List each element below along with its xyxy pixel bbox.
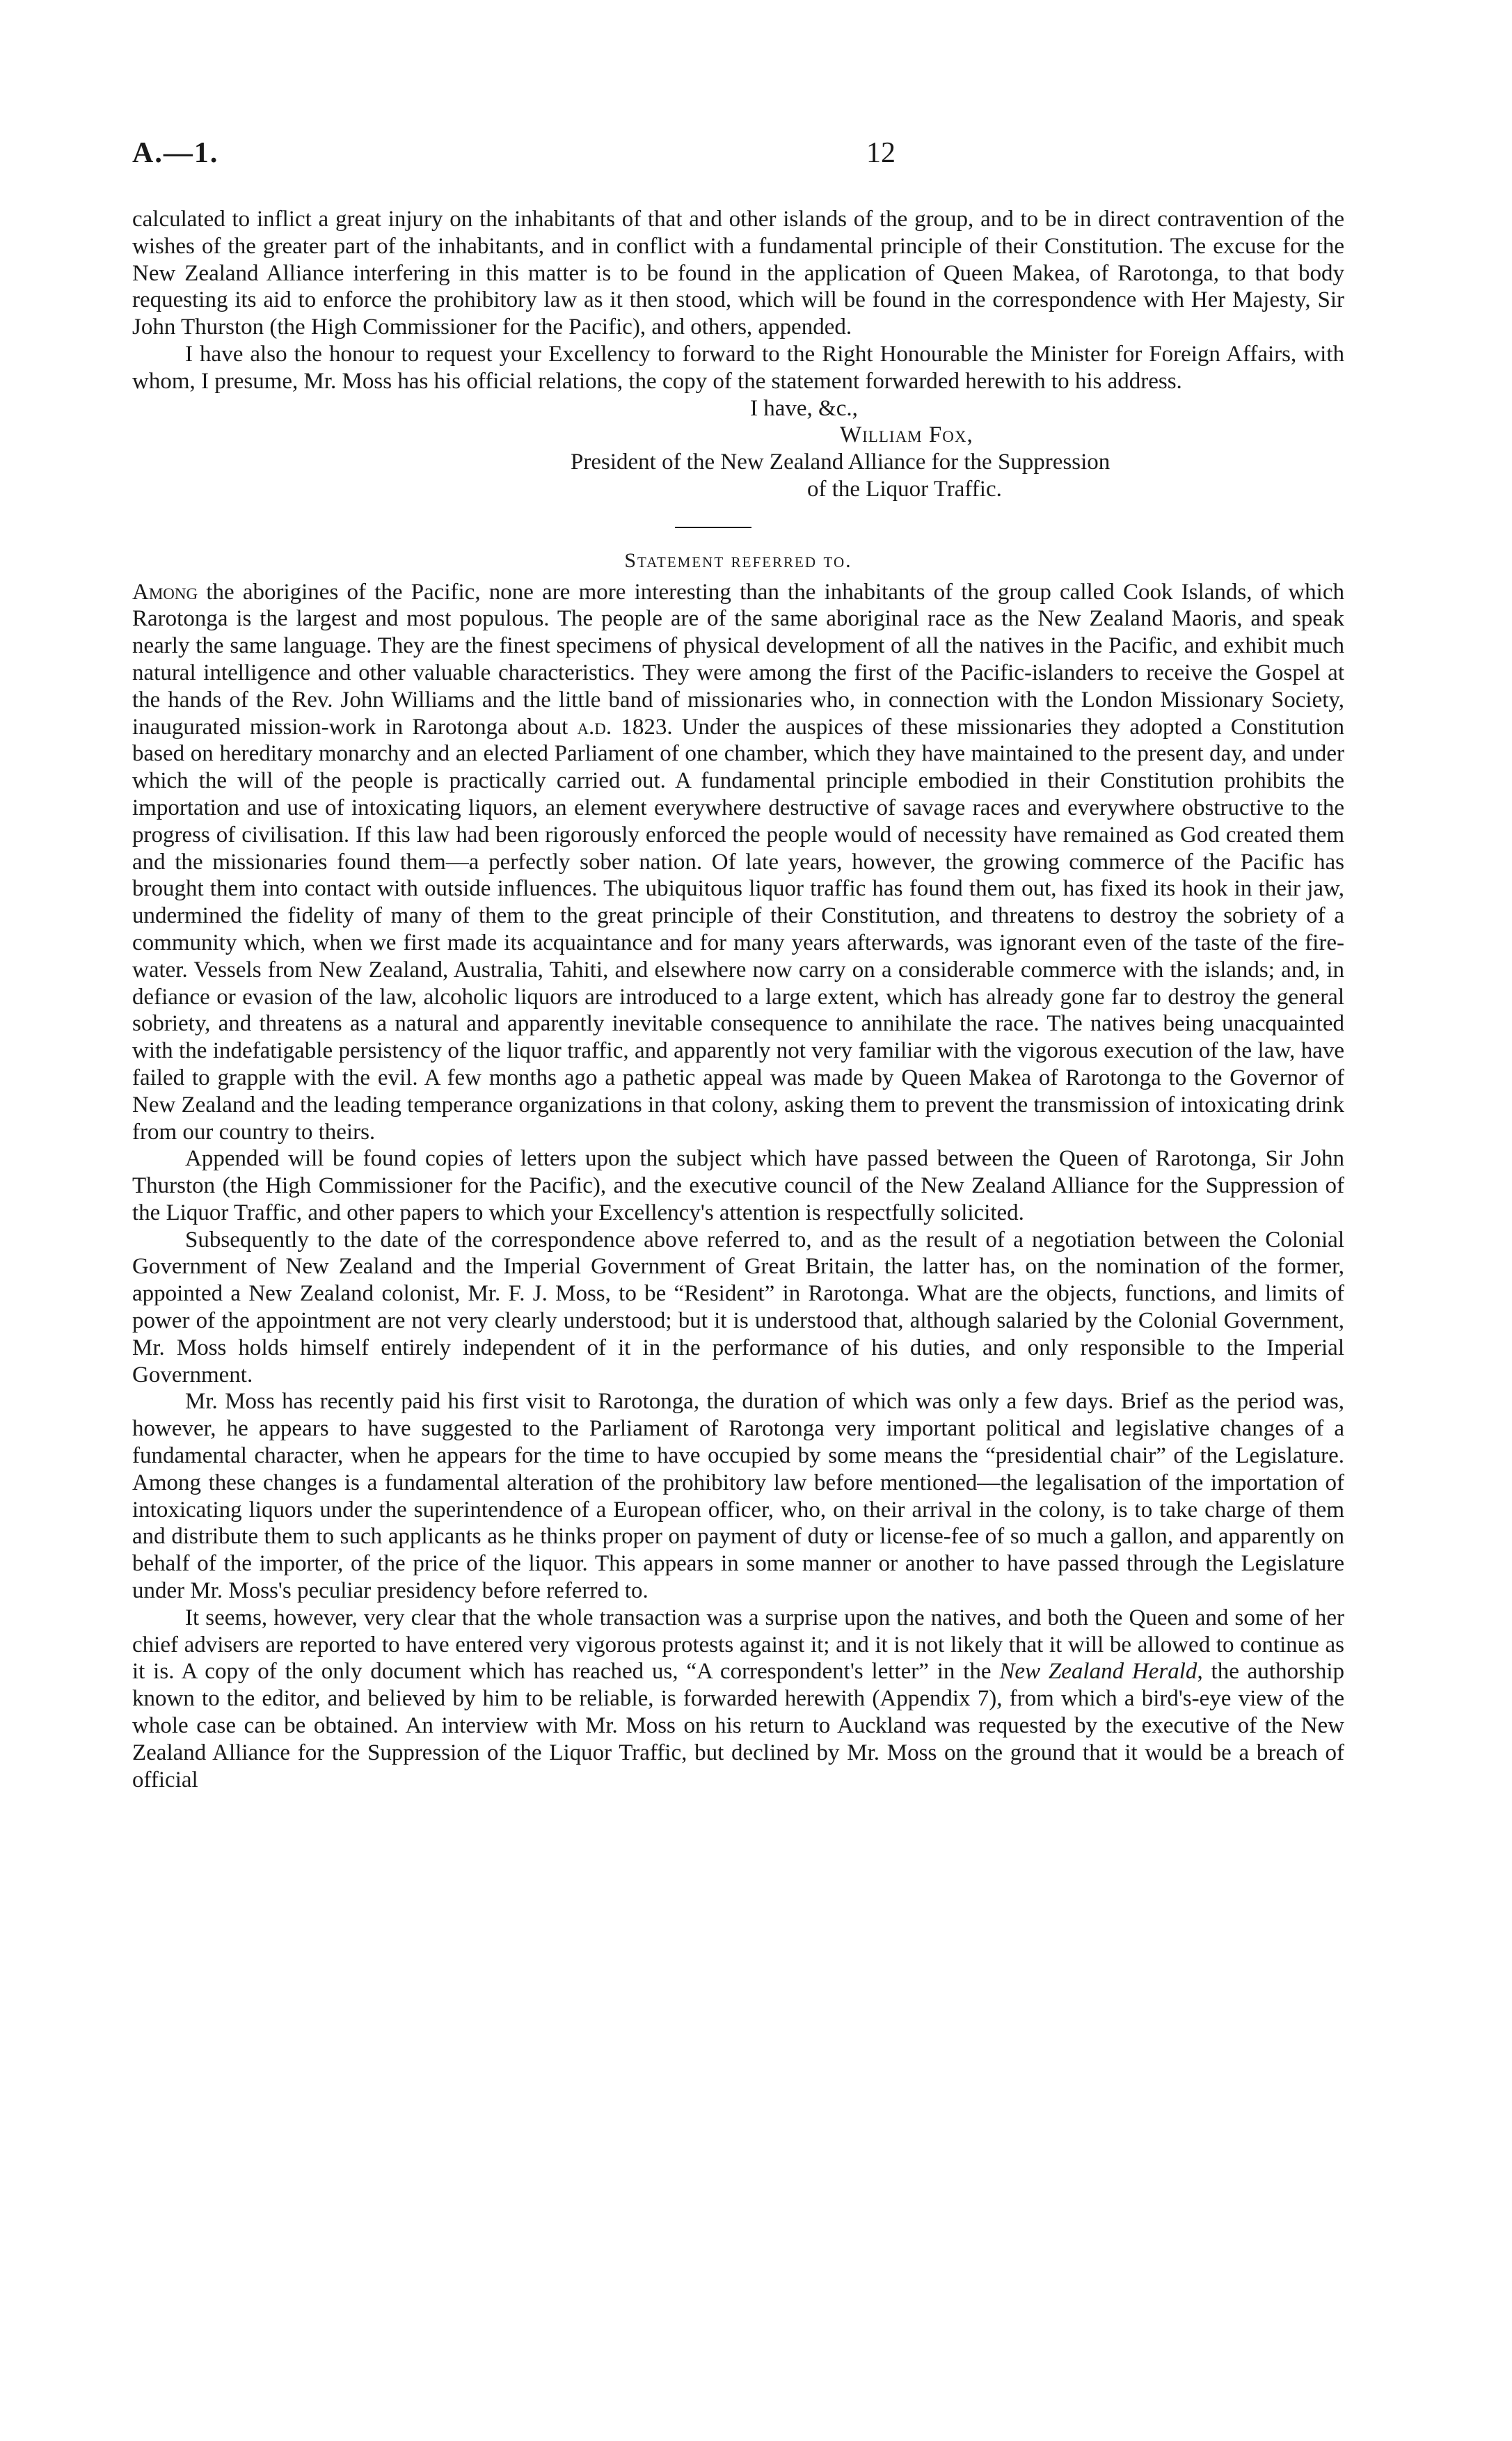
statement-paragraph: Appended will be found copies of letters upon the subject which have passed between the Queen of Rarotonga, Sir John Thurston (the High Commissioner for the Pacific), and the executive council of the New Zealand Alliance for the Suppression of the Liquor Traffic, and other papers to which your Excellency's attention is respectfully solicited. — [132, 1146, 1344, 1225]
statement-paragraph — [132, 1605, 1344, 1794]
letter-paragraph: I have also the honour to request your Excellency to forward to the Right Honourable the Minister for Foreign Affairs, with whom, I presume, Mr. Moss has his official relations, the copy of the statement forwarded herewith to his address. — [132, 341, 1344, 394]
statement-text: , the authorship known to the editor, and believed by him to be reliable, is forwarded herewith (Appendix 7), from which a bird's-eye view of the whole case can be obtained. An interview with Mr. Moss on his return to Auckland was requested by the executive of the New Zealand Alliance for the Suppression of the Liquor Traffic, but declined by Mr. Moss on the ground that it would be a breach of official — [132, 1659, 1344, 1792]
statement-text: the aborigines of the Pacific, none are more interesting than the inhabitants of the group called Cook Islands, of which Rarotonga is the largest and most populous. The people are of the same aboriginal race as the New Zealand Maoris, and speak nearly the same language. They are the finest specimens of physical development of all the natives in the Pacific, and exhibit much natural intelligence and other valuable characteristics. They were among the first of the Pacific-islanders to receive the Gospel at the hands of the Rev. John Williams and the little band of missionaries who, in connection with the London Missionary Society, inaugurated mission-work in Rarotonga about — [132, 579, 1344, 740]
closing-salutation: I have, &c., — [750, 395, 858, 421]
signatory-title-line1: President of the New Zealand Alliance for the Suppression — [571, 450, 1111, 475]
signatory-title-line2: of the Liquor Traffic. — [807, 476, 1002, 502]
page-body — [132, 206, 1344, 1793]
statement-paragraph — [132, 579, 1344, 1146]
page-number: 12 — [866, 137, 896, 169]
statement-text: 1823. Under the auspices of these missionaries they adopted a Constitution based on hereditary monarchy and an elected Parliament of one chamber, which they have maintained to the present day, and under which the will of the people is practically carried out. A fundamental principle embodied in their Constitution prohibits the importation and use of intoxicating liquors, an element everywhere destructive of savage races and everywhere obstructive to the progress of civilisation. If this law had been rigorously enforced the people would of necessity have remained as God created them and the missionaries found them—a perfectly sober nation. Of late years, however, the growing commerce of the Pacific has brought them into contact with outside influences. The ubiquitous liquor traffic has found them out, has fixed its hook in their jaw, undermined the fidelity of many of them to the great principle of their Constitution, and threatens to destroy the sobriety of a community which, when we first made its acquaintance and for many years afterwards, was ignorant even of the taste of the fire-water. Vessels from New Zealand, Australia, Tahiti, and elsewhere now carry on a considerable commerce with the islands; and, in defiance or evasion of the law, alcoholic liquors are introduced to a large extent, which has already gone far to destroy the general sobriety, and threatens as a natural and apparently inevitable consequence to annihilate the race. The natives being unacquainted with the indefatigable persistency of the liquor traffic, and apparently not very familiar with the vigorous execution of the law, have failed to grapple with the evil. A few months ago a pathetic appeal was made by Queen Makea of Rarotonga to the Governor of New Zealand and the leading temperance organizations in that colony, asking them to prevent the transmission of intoxicating drink from our country to theirs. — [132, 714, 1344, 1145]
newspaper-title: New Zealand Herald — [999, 1659, 1197, 1685]
statement-heading: Statement referred to. — [624, 548, 852, 572]
section-divider — [675, 527, 751, 528]
era-abbreviation: a.d. — [577, 714, 612, 740]
signatory-name: William Fox, — [840, 422, 973, 448]
letter-paragraph-continued: calculated to inflict a great injury on the inhabitants of that and other islands of the group, and to be in direct contravention of the wishes of the greater part of the inhabitants, and in conflict with a fundamental principle of their Constitution. The excuse for the New Zealand Alliance interfering in this matter is to be found in the application of Queen Makea, of Rarotonga, to that body requesting its aid to enforce the prohibitory law as it then stood, which will be found in the correspondence with Her Majesty, Sir John Thurston (the High Commissioner for the Pacific), and others, appended. — [132, 207, 1344, 340]
letter-signoff — [132, 395, 1344, 503]
statement-paragraph: Mr. Moss has recently paid his first visit to Rarotonga, the duration of which was only a few days. Brief as the period was, however, he appears to have suggested to the Parliament of Rarotonga very important political and legislative changes of a fundamental character, when he appears for the time to have occupied by some means the “presidential chair” of the Legislature. Among these changes is a fundamental alteration of the prohibitory law before mentioned—the legalisation of the importation of intoxicating liquors under the superintendence of a European officer, who, on their arrival in the colony, is to take charge of them and distribute them to such applicants as he thinks proper on payment of duty or license-fee of so much a gallon, and apparently on behalf of the importer, of the price of the liquor. This appears in some manner or another to have passed through the Legislature under Mr. Moss's peculiar presidency before referred to. — [132, 1389, 1344, 1604]
document-reference: A.—1. — [132, 137, 219, 169]
statement-text: It seems, however, very clear that the whole transaction was a surprise upon the natives, and both the Queen and some of her chief advisers are reported to have entered very vigorous protests against it; and it is not likely that it will be allowed to continue as it is. A copy of the only document which has reached us, “A correspondent's letter” in the — [132, 1605, 1344, 1685]
opening-word: Among — [132, 579, 198, 605]
statement-paragraph: Subsequently to the date of the correspondence above referred to, and as the result of a negotiation between the Colonial Government of New Zealand and the Imperial Government of Great Britain, the latter has, on the nomination of the former, appointed a New Zealand colonist, Mr. F. J. Moss, to be “Resident” in Rarotonga. What are the objects, functions, and limits of power of the appointment are not very clearly understood; but it is understood that, although salaried by the Colonial Government, Mr. Moss holds himself entirely independent of it in the performance of his duties, and only responsible to the Imperial Government. — [132, 1227, 1344, 1388]
page-header — [132, 136, 1380, 178]
